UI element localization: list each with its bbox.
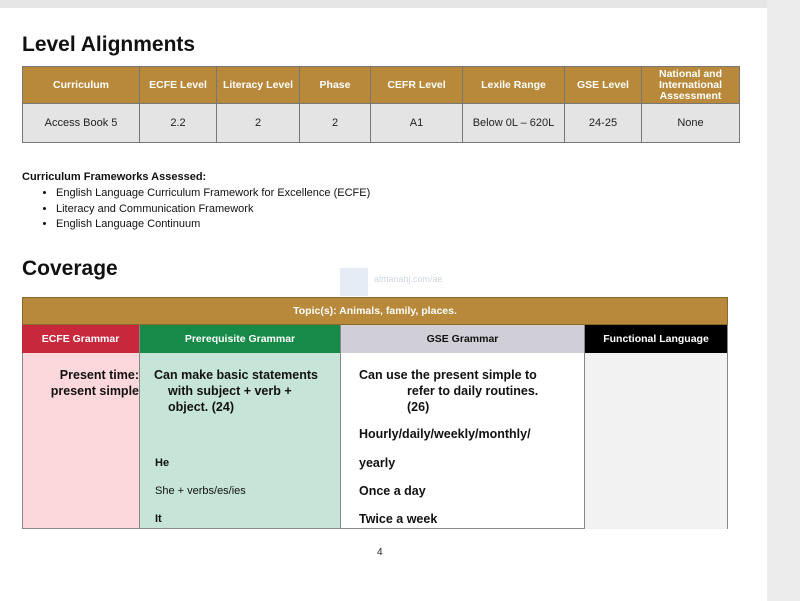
prereq-line: with subject + verb + [168, 384, 292, 398]
table-row [23, 104, 740, 143]
header-gse-level: GSE Level [565, 67, 642, 104]
table-header-row [23, 67, 740, 104]
list-item: • Literacy and Communication Framework [56, 202, 370, 218]
header-phase: Phase [300, 67, 371, 104]
header-literacy-level: Literacy Level [217, 67, 300, 104]
gse-once: Once a day [359, 484, 426, 498]
header-ecfe-grammar: ECFE Grammar [22, 325, 140, 353]
coverage-title: Coverage [22, 257, 118, 280]
ecfe-grammar-text [23, 367, 139, 399]
ecfe-grammar-cell [22, 353, 140, 529]
list-item: • English Language Continuum [56, 217, 370, 233]
header-assessment: National and International Assessment [642, 67, 740, 104]
functional-language-cell [585, 353, 728, 529]
coverage-header-row [22, 325, 728, 353]
cell-curriculum: Access Book 5 [23, 104, 140, 143]
header-cefr-level: CEFR Level [371, 67, 463, 104]
prereq-line: Can make basic statements [154, 368, 318, 382]
level-alignments-title: Level Alignments [22, 33, 196, 56]
cell-lexile-range: Below 0L – 620L [463, 104, 565, 143]
ecfe-line: present simple [50, 384, 139, 398]
viewer-margin [767, 0, 800, 601]
coverage-table [22, 297, 728, 529]
cell-phase: 2 [300, 104, 371, 143]
watermark-text: almanahj.com/ae [374, 274, 443, 284]
cell-ecfe-level: 2.2 [140, 104, 217, 143]
cell-cefr-level: A1 [371, 104, 463, 143]
gse-line: refer to daily routines. [407, 384, 539, 398]
list-item: • English Language Curriculum Framework for Excellence (ECFE) [56, 186, 370, 202]
gse-grammar-cell [341, 353, 585, 529]
coverage-body-row [22, 353, 728, 529]
gse-twice: Twice a week [359, 512, 438, 526]
topic-bar: Topic(s): Animals, family, places. [22, 297, 728, 325]
watermark-logo-icon [340, 268, 368, 296]
prereq-line: object. (24) [168, 400, 234, 414]
header-gse-grammar: GSE Grammar [341, 325, 585, 353]
gse-line: (26) [407, 400, 430, 414]
prerequisite-statement [154, 367, 338, 415]
header-curriculum: Curriculum [23, 67, 140, 104]
header-functional-language: Functional Language [585, 325, 728, 353]
gse-hourly: Hourly/daily/weekly/monthly/ [359, 427, 531, 441]
header-ecfe-level: ECFE Level [140, 67, 217, 104]
gse-line: Can use the present simple to [359, 368, 537, 382]
cell-assessment: None [642, 104, 740, 143]
prereq-she: She + verbs/es/ies [155, 485, 246, 497]
cell-literacy-level: 2 [217, 104, 300, 143]
header-lexile-range: Lexile Range [463, 67, 565, 104]
prereq-it: It [155, 513, 162, 525]
header-prerequisite-grammar: Prerequisite Grammar [140, 325, 341, 353]
gse-statement [359, 367, 577, 415]
ecfe-line: Present time: [59, 368, 139, 382]
gse-yearly: yearly [359, 456, 396, 470]
prereq-he: He [155, 457, 170, 469]
frameworks-list [20, 186, 370, 233]
prerequisite-grammar-cell [140, 353, 341, 529]
page-number: 4 [377, 547, 383, 558]
cell-gse-level: 24-25 [565, 104, 642, 143]
level-alignments-table [22, 66, 740, 143]
frameworks-title: Curriculum Frameworks Assessed: [22, 171, 207, 183]
